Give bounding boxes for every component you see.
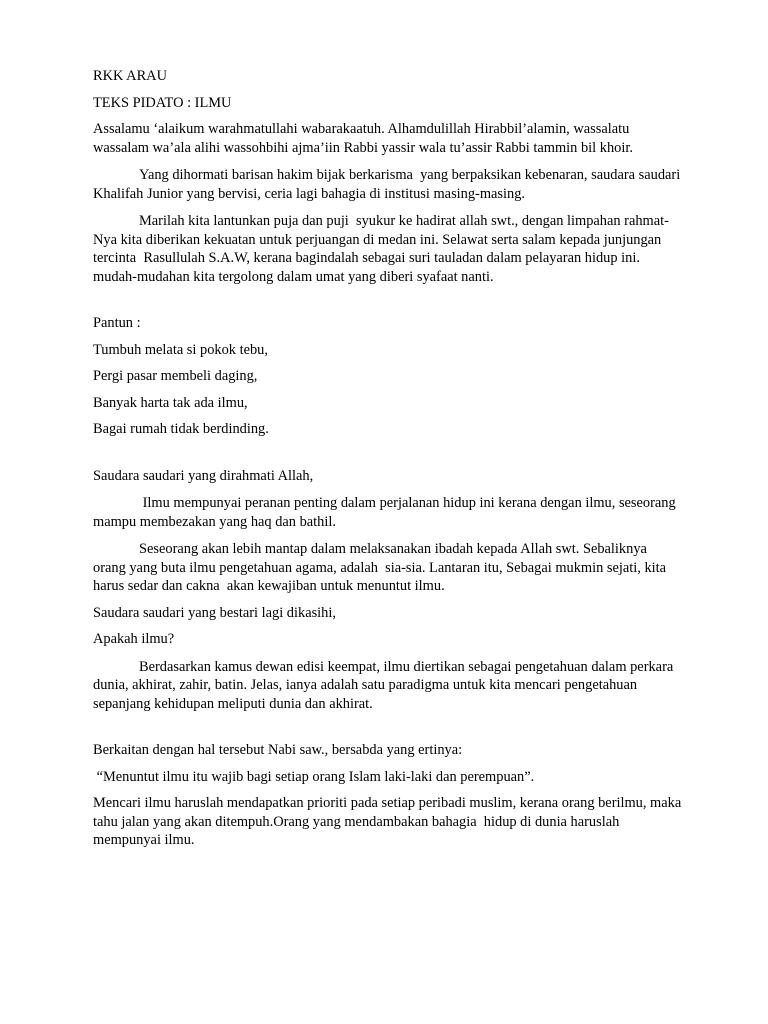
hadith-intro: Berkaitan dengan hal tersebut Nabi saw., bersabda yang ertinya: — [93, 742, 463, 758]
pantun-line: Tumbuh melata si pokok tebu, — [93, 341, 268, 358]
question-line: Apakah ilmu? — [93, 631, 175, 647]
greeting-paragraph: Assalamu ‘alaikum warahmatullahi wabarakaatuh. Alhamdulillah Hirabbil’alamin, wassalatu wassalam wa’ala alihi wassohbihi ajma’iin Rabbi yassir wala tu’assir Rabbi tammin bil khoir. — [93, 121, 633, 156]
ibadah-paragraph: Seseorang akan lebih mantap dalam melaksanakan ibadah kepada Allah swt. Sebaliknya orang yang buta ilmu pengetahuan agama, adalah sia-sia. Lantaran itu, Sebagai mukmin sejati, kita harus sedar dan cakna akan kewajiban untuk menuntut ilmu. — [93, 541, 670, 594]
pantun-label: Pantun : — [93, 315, 141, 331]
conclusion-paragraph: Mencari ilmu haruslah mendapatkan prioriti pada setiap peribadi muslim, kerana orang berilmu, maka tahu jalan yang akan ditempuh.Orang yang mendambakan bahagia hidup di dunia haruslah mempunyai ilmu. — [93, 795, 685, 848]
pantun-line: Banyak harta tak ada ilmu, — [93, 394, 248, 411]
hadith-quote: “Menuntut ilmu itu wajib bagi setiap orang Islam laki-laki dan perempuan”. — [93, 768, 535, 785]
address-paragraph: Saudara saudari yang dirahmati Allah, — [93, 467, 314, 484]
document-body — [93, 67, 683, 850]
ilmu-role-paragraph: Ilmu mempunyai peranan penting dalam perjalanan hidup ini kerana dengan ilmu, seseorang mampu membezakan yang haq dan bathil. — [93, 495, 680, 530]
pantun-line: Pergi pasar membeli daging, — [93, 368, 258, 384]
address-paragraph-2: Saudara saudari yang bestari lagi dikasihi, — [93, 604, 336, 621]
document-title: TEKS PIDATO : ILMU — [93, 94, 232, 111]
praise-paragraph: Marilah kita lantunkan puja dan puji syukur ke hadirat allah swt., dengan limpahan rahmat-Nya kita diberikan kekuatan untuk perjuangan di medan ini. Selawat serta salam kepada junjungan tercinta Rasullulah S.A.W, kerana bagindalah sebagai suri tauladan dalam pelayaran hidup ini. mudah-mudahan kita tergolong dalam umat yang diberi syafaat nanti. — [93, 213, 669, 285]
definition-paragraph: Berdasarkan kamus dewan edisi keempat, ilmu diertikan sebagai pengetahuan dalam perkara dunia, akhirat, zahir, batin. Jelas, ianya adalah satu paradigma untuk kita mencari pengetahuan sepanjang kehidupan meliputi dunia dan akhirat. — [93, 658, 677, 712]
document-header: RKK ARAU — [93, 68, 167, 84]
pantun-line: Bagai rumah tidak berdinding. — [93, 421, 269, 437]
honored-guests-paragraph: Yang dihormati barisan hakim bijak berkarisma yang berpaksikan kebenaran, saudara saudari Khalifah Junior yang bervisi, ceria lagi bahagia di institusi masing-masing. — [93, 167, 684, 202]
